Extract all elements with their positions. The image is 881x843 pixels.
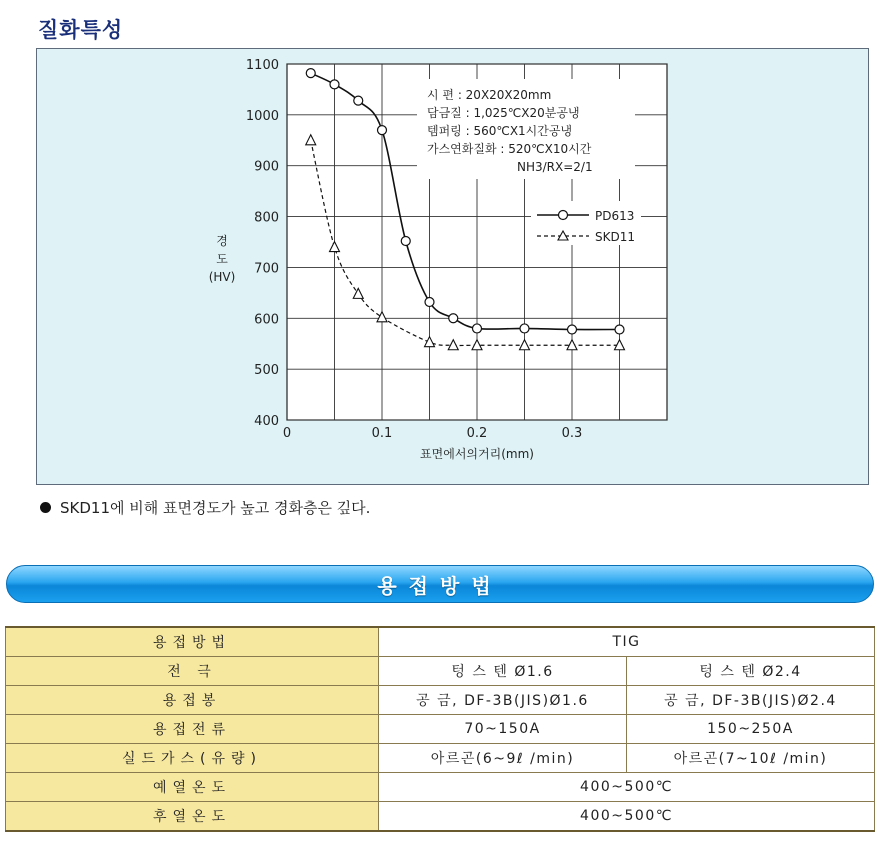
row-value: 아르곤(6~9ℓ /min) bbox=[379, 744, 627, 773]
data-point-PD613 bbox=[401, 236, 410, 245]
annotation-line: 템퍼링 : 560℃X1시간공냉 bbox=[427, 124, 573, 138]
row-label: 전 극 bbox=[6, 657, 379, 686]
y-tick-label: 400 bbox=[254, 414, 279, 429]
x-tick-label: 0.2 bbox=[466, 426, 488, 441]
row-value: TIG bbox=[379, 627, 875, 657]
row-value: 아르곤(7~10ℓ /min) bbox=[627, 744, 875, 773]
row-value: 공 금, DF-3B(JIS)Ø1.6 bbox=[379, 686, 627, 715]
legend-marker-PD613 bbox=[559, 211, 568, 220]
data-point-PD613 bbox=[520, 324, 529, 333]
row-value: 70~150A bbox=[379, 715, 627, 744]
y-tick-label: 600 bbox=[254, 312, 279, 328]
row-label: 용접봉 bbox=[6, 686, 379, 715]
y-tick-label: 1100 bbox=[245, 58, 279, 73]
row-value: 150~250A bbox=[627, 715, 875, 744]
y-tick-label: 700 bbox=[254, 261, 279, 277]
row-label: 용접전류 bbox=[6, 715, 379, 744]
section-title: 질화특성 bbox=[38, 18, 124, 42]
legend-label-SKD11: SKD11 bbox=[595, 230, 635, 244]
row-value: 400~500℃ bbox=[379, 773, 875, 802]
data-point-PD613 bbox=[425, 298, 434, 307]
data-point-PD613 bbox=[615, 325, 624, 334]
row-value: 텅 스 텐 Ø2.4 bbox=[627, 657, 875, 686]
table-row bbox=[6, 773, 875, 802]
data-point-PD613 bbox=[378, 126, 387, 135]
x-tick-label: 0.1 bbox=[371, 426, 393, 441]
y-axis-label: 도 bbox=[216, 252, 228, 266]
table-row bbox=[6, 686, 875, 715]
data-point-PD613 bbox=[473, 324, 482, 333]
y-axis-label: (HV) bbox=[208, 270, 236, 284]
chart-note bbox=[40, 497, 370, 518]
annotation-line: NH3/RX=2/1 bbox=[517, 160, 593, 174]
data-point-PD613 bbox=[330, 80, 339, 89]
table-row bbox=[6, 715, 875, 744]
y-tick-label: 800 bbox=[254, 210, 279, 226]
data-point-PD613 bbox=[354, 96, 363, 105]
row-label: 후열온도 bbox=[6, 802, 379, 832]
table-row bbox=[6, 627, 875, 657]
row-label: 예열온도 bbox=[6, 773, 379, 802]
row-value: 텅 스 텐 Ø1.6 bbox=[379, 657, 627, 686]
y-tick-label: 1000 bbox=[245, 108, 279, 124]
table-row bbox=[6, 802, 875, 832]
row-value: 400~500℃ bbox=[379, 802, 875, 832]
x-axis-label: 표면에서의거리(mm) bbox=[420, 447, 534, 461]
y-tick-label: 500 bbox=[254, 363, 279, 379]
x-tick-label: 0 bbox=[282, 426, 292, 441]
table-row bbox=[6, 657, 875, 686]
welding-method-banner bbox=[6, 565, 874, 603]
annotation-line: 시 편 : 20X20X20mm bbox=[427, 88, 552, 102]
hardness-chart bbox=[37, 49, 870, 486]
data-point-PD613 bbox=[568, 325, 577, 334]
annotation-line: 가스연화질화 : 520℃X10시간 bbox=[427, 142, 592, 156]
banner-title: 용접방법 bbox=[377, 573, 503, 598]
welding-table bbox=[5, 626, 875, 832]
note-text: SKD11에 비해 표면경도가 높고 경화층은 깊다. bbox=[60, 499, 371, 517]
row-value: 공 금, DF-3B(JIS)Ø2.4 bbox=[627, 686, 875, 715]
data-point-PD613 bbox=[449, 314, 458, 323]
row-label: 실드가스(유량) bbox=[6, 744, 379, 773]
row-label: 용접방법 bbox=[6, 627, 379, 657]
y-tick-label: 900 bbox=[254, 159, 279, 175]
bullet-icon bbox=[40, 502, 51, 513]
nitriding-chart-panel bbox=[36, 48, 869, 485]
data-point-PD613 bbox=[306, 69, 315, 78]
legend-label-PD613: PD613 bbox=[595, 209, 635, 223]
y-axis-label: 경 bbox=[216, 234, 228, 248]
annotation-line: 담금질 : 1,025℃X20분공냉 bbox=[427, 106, 580, 120]
x-tick-label: 0.3 bbox=[561, 426, 583, 441]
table-row bbox=[6, 744, 875, 773]
